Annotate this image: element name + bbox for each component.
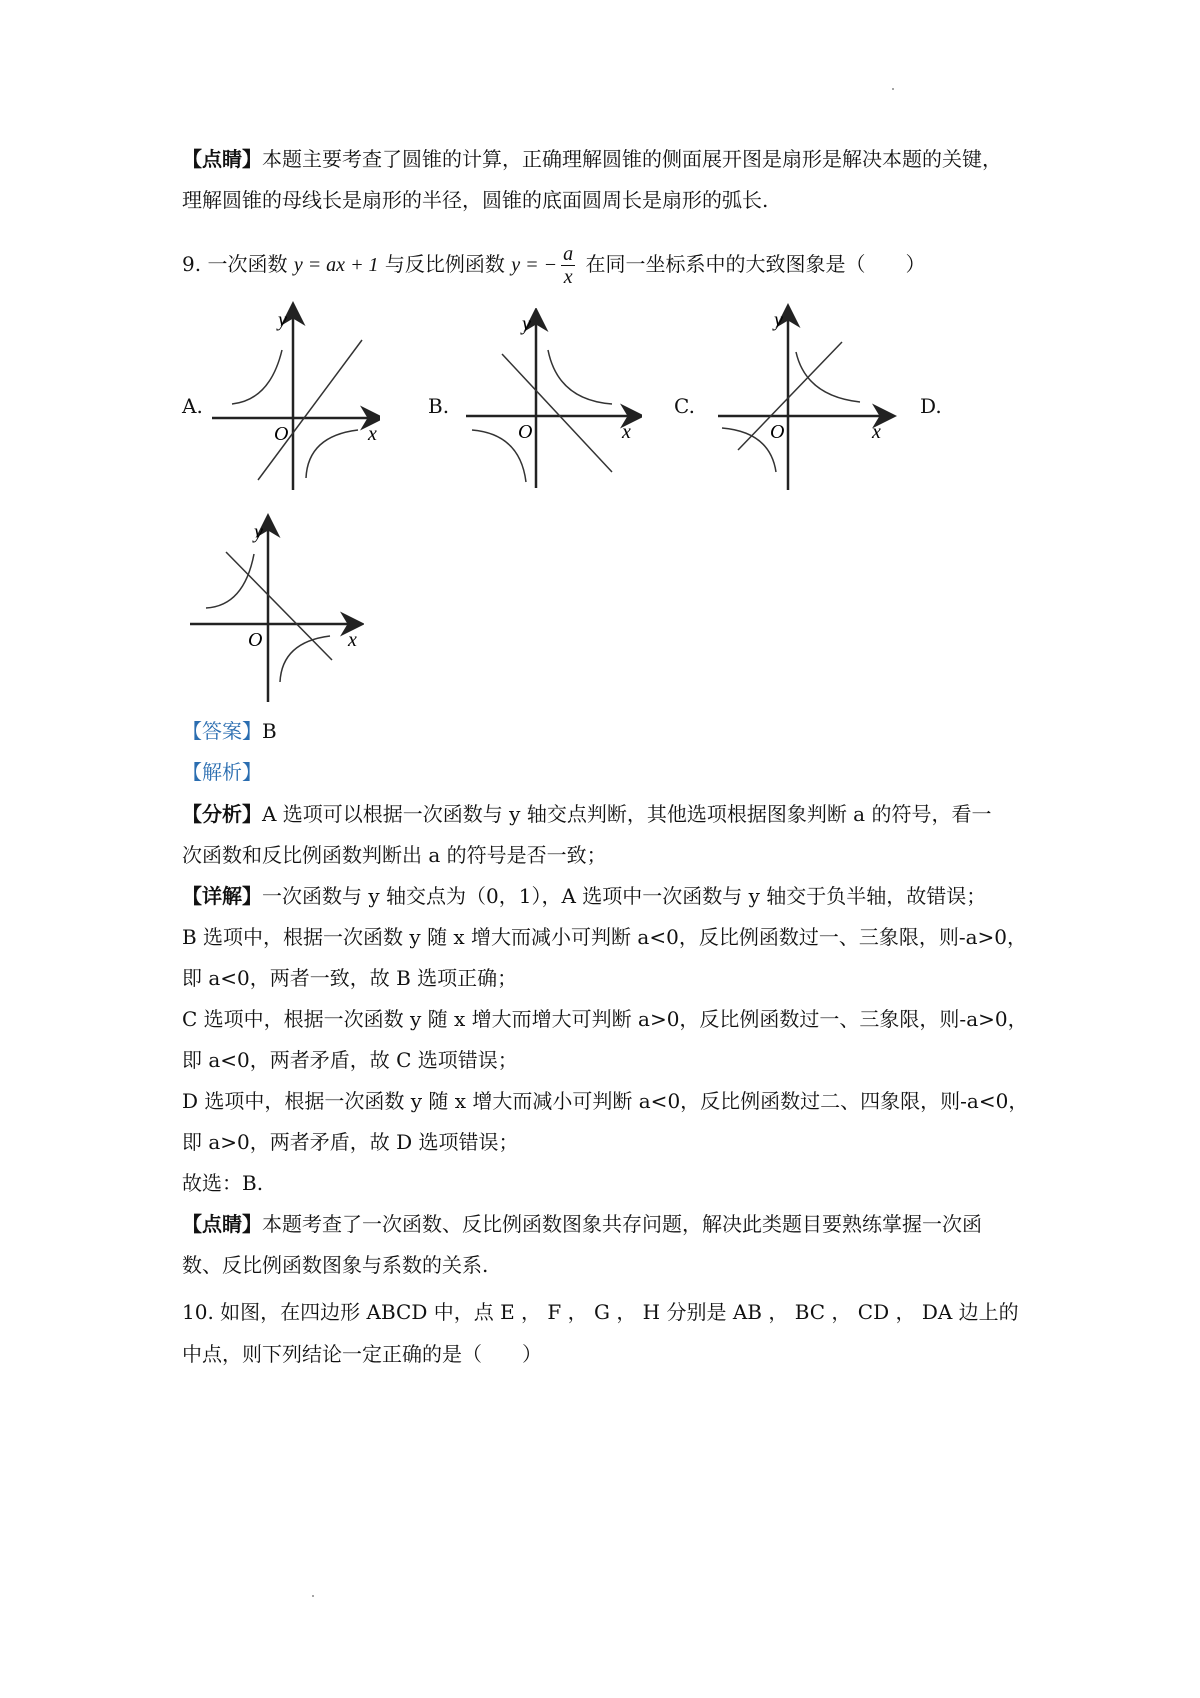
answer-tag: 【答案】 xyxy=(182,719,262,743)
graph-b xyxy=(462,308,642,488)
y-axis-label: y xyxy=(774,309,783,331)
comment-tag: 【点睛】 xyxy=(182,1212,262,1236)
x-axis-label: x xyxy=(872,421,881,443)
q9-number: 9. xyxy=(182,252,202,276)
linear-line xyxy=(502,354,612,472)
xiangjie-line8: 故选：B. xyxy=(182,1171,264,1195)
y-axis-label: y xyxy=(254,521,263,543)
comment-text1: 本题考查了一次函数、反比例函数图象共存问题，解决此类题目要熟练掌握一次函 xyxy=(262,1212,982,1236)
origin-label: O xyxy=(518,421,533,443)
q9-frac-den: x xyxy=(563,266,573,288)
answer-value: B xyxy=(262,719,277,743)
hyperbola-branch-upper-left xyxy=(206,554,254,608)
q10-line2: 中点，则下列结论一定正确的是（ ） xyxy=(182,1342,542,1366)
y-axis-label: y xyxy=(522,313,531,335)
option-c-label: C. xyxy=(674,394,695,418)
hyperbola-branch-upper-right xyxy=(796,352,860,402)
q10-line1: 10. 如图，在四边形 ABCD 中，点 E ， F ， G ， H 分别是 AB ， BC ， CD ， DA 边上的 xyxy=(182,1300,1019,1324)
linear-line xyxy=(226,552,332,660)
q9-stem xyxy=(182,243,926,288)
scan-dot xyxy=(312,1595,314,1597)
xiangjie-text1: 一次函数与 y 轴交点为（0，1），A 选项中一次函数与 y 轴交于负半轴，故错误； xyxy=(262,884,987,908)
fenxi-line1 xyxy=(182,800,991,828)
x-axis-label: x xyxy=(348,629,357,651)
prev-comment-text1: 本题主要考查了圆锥的计算，正确理解圆锥的侧面展开图是扇形是解决本题的关键， xyxy=(262,147,1002,171)
q9-fraction xyxy=(561,243,575,288)
xiangjie-line5: 即 a<0，两者矛盾，故 C 选项错误； xyxy=(182,1048,518,1072)
xiangjie-line7: 即 a>0，两者矛盾，故 D 选项错误； xyxy=(182,1130,519,1154)
hyperbola-branch-upper-left xyxy=(232,350,282,404)
q9-text2: 与反比例函数 xyxy=(384,252,505,276)
q9-text1: 一次函数 xyxy=(207,252,288,276)
x-axis-label: x xyxy=(622,421,631,443)
option-d-label: D. xyxy=(920,394,942,418)
y-axis-label: y xyxy=(278,309,287,331)
graph-a xyxy=(200,300,380,490)
linear-line xyxy=(738,342,842,450)
fenxi-tag: 【分析】 xyxy=(182,802,262,826)
xiangjie-line3: 即 a<0，两者一致，故 B 选项正确； xyxy=(182,966,518,990)
hyperbola-branch-lower-right xyxy=(306,430,358,478)
q9-linear-function: y = ax + 1 xyxy=(293,254,379,276)
fenxi-text1: A 选项可以根据一次函数与 y 轴交点判断，其他选项根据图象判断 a 的符号，看一 xyxy=(262,802,992,826)
xiangjie-tag: 【详解】 xyxy=(182,884,262,908)
graph-d xyxy=(184,512,364,702)
hyperbola-branch-lower-left xyxy=(722,428,776,472)
answer-line xyxy=(182,717,277,745)
origin-label: O xyxy=(770,421,785,443)
comment-line1 xyxy=(182,1210,982,1238)
q9-inverse-lhs: y = − xyxy=(511,254,558,276)
xiangjie-line1 xyxy=(182,882,986,910)
q9-frac-num: a xyxy=(563,243,574,265)
origin-label: O xyxy=(248,629,263,651)
x-axis-label: x xyxy=(368,423,377,445)
prev-comment-tag: 【点睛】 xyxy=(182,147,262,171)
xiangjie-line6: D 选项中，根据一次函数 y 随 x 增大而减小可判断 a<0，反比例函数过二、四象限，则-a<0， xyxy=(182,1089,1029,1113)
prev-comment-line1 xyxy=(182,145,1002,173)
analysis-tag: 【解析】 xyxy=(182,760,262,784)
prev-comment-line2: 理解圆锥的母线长是扇形的半径，圆锥的底面圆周长是扇形的弧长. xyxy=(182,188,769,212)
origin-label: O xyxy=(274,423,289,445)
scan-dot xyxy=(892,88,894,90)
graph-c xyxy=(710,302,910,492)
hyperbola-branch-upper-right xyxy=(548,350,612,404)
option-b-label: B. xyxy=(428,394,450,418)
q9-text3: 在同一坐标系中的大致图象是（ ） xyxy=(585,252,926,276)
hyperbola-branch-lower-right xyxy=(280,636,330,682)
xiangjie-line2: B 选项中，根据一次函数 y 随 x 增大而减小可判断 a<0，反比例函数过一、三象限，则-a>0， xyxy=(182,925,1027,949)
fenxi-line2: 次函数和反比例函数判断出 a 的符号是否一致； xyxy=(182,843,607,867)
comment-line2: 数、反比例函数图象与系数的关系. xyxy=(182,1253,489,1277)
option-a-label: A. xyxy=(182,394,203,418)
xiangjie-line4: C 选项中，根据一次函数 y 随 x 增大而增大可判断 a>0，反比例函数过一、三象限，则-a>0， xyxy=(182,1007,1028,1031)
